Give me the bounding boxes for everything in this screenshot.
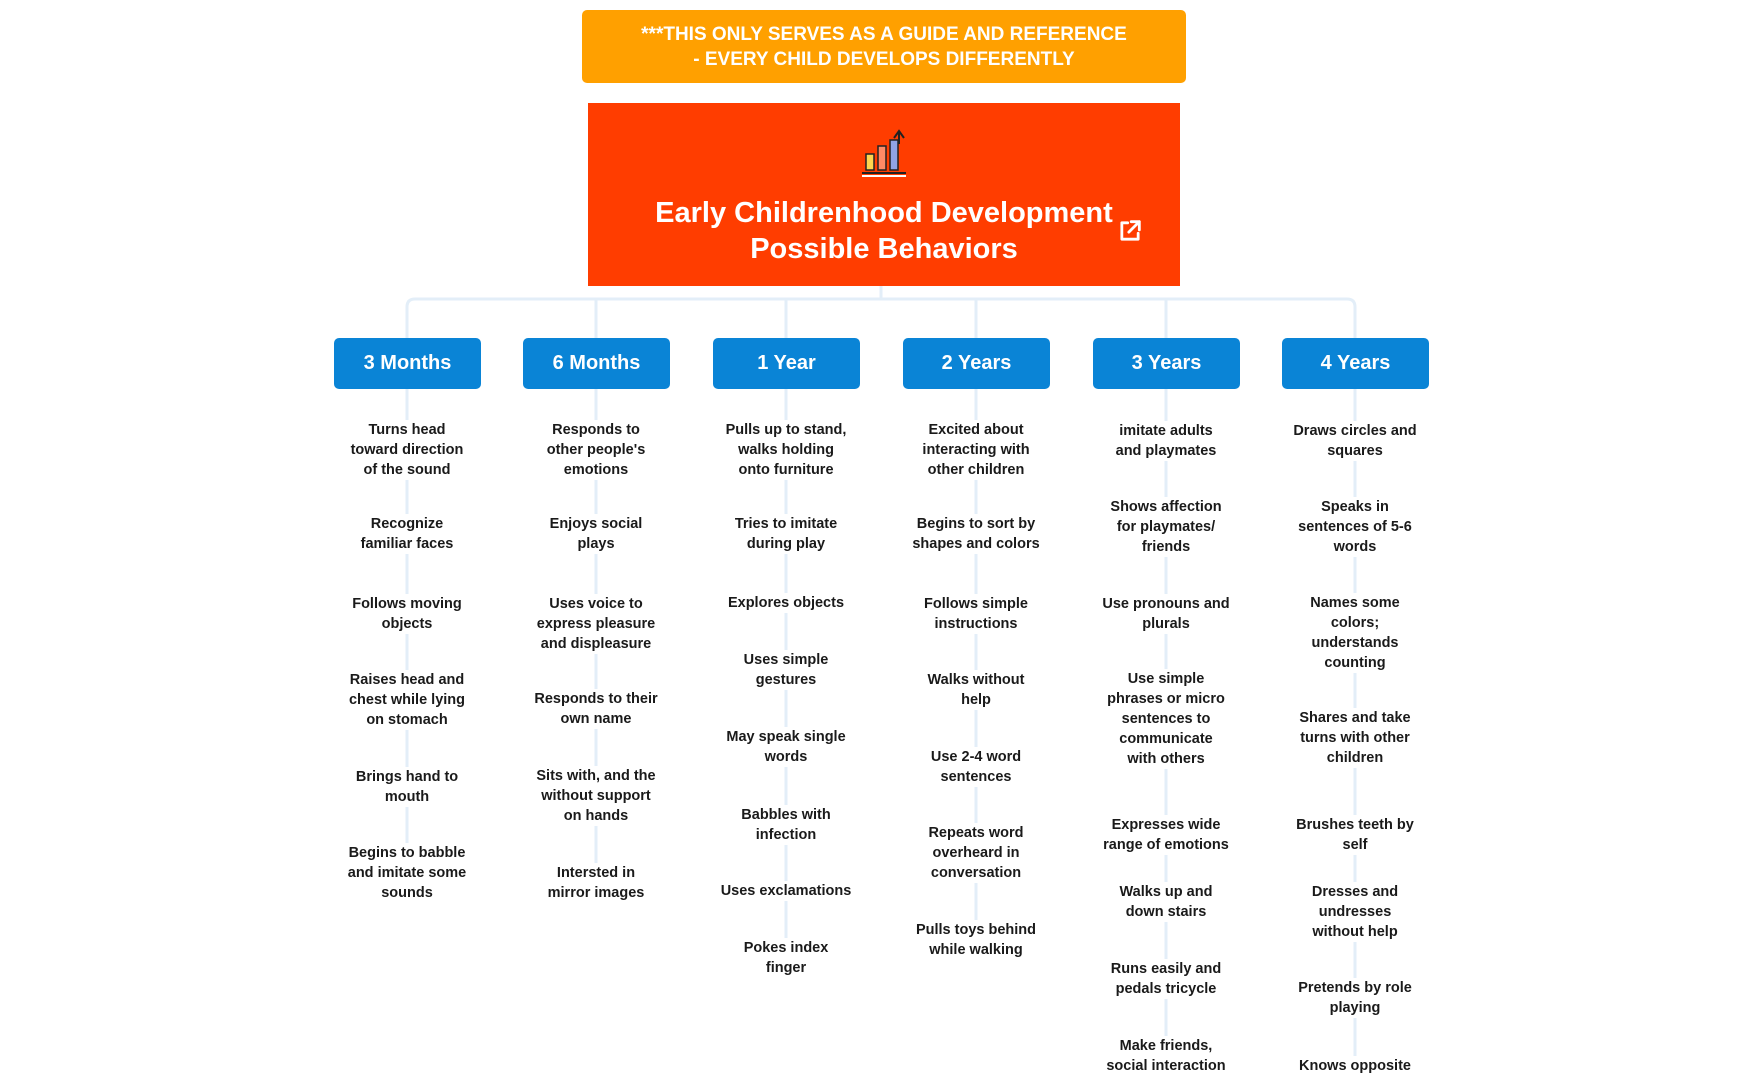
root-title-line-2: Possible Behaviors (750, 233, 1018, 265)
behavior-item[interactable]: Uses simple gestures (711, 650, 861, 690)
root-title-line-1: Early Childrenhood Development (655, 197, 1113, 229)
disclaimer-line-1: ***THIS ONLY SERVES AS A GUIDE AND REFERENCE (641, 23, 1127, 45)
behavior-item[interactable]: Pokes index finger (711, 938, 861, 978)
root-title (588, 195, 1180, 267)
behavior-item[interactable]: Pretends by role playing (1280, 978, 1430, 1018)
behavior-item[interactable]: Walks up and down stairs (1091, 882, 1241, 922)
behavior-item[interactable]: Responds to other people's emotions (521, 420, 671, 480)
behavior-item[interactable]: Follows moving objects (332, 594, 482, 634)
column-header-0[interactable]: 3 Months (334, 338, 481, 389)
behavior-item[interactable]: Walks without help (901, 670, 1051, 710)
behavior-item[interactable]: Tries to imitate during play (711, 514, 861, 554)
behavior-item[interactable]: Raises head and chest while lying on stomach (332, 670, 482, 730)
connector-bus (407, 299, 1355, 338)
behavior-item[interactable]: Begins to babble and imitate some sounds (332, 843, 482, 903)
behavior-item[interactable]: Dresses and undresses without help (1280, 882, 1430, 942)
behavior-item[interactable]: Brushes teeth by self (1280, 815, 1430, 855)
behavior-item[interactable]: Expresses wide range of emotions (1091, 815, 1241, 855)
root-topic[interactable] (588, 103, 1180, 286)
behavior-item[interactable]: Use simple phrases or micro sentences to communicate with others (1091, 669, 1241, 769)
behavior-item[interactable]: Knows opposite (1280, 1056, 1430, 1076)
behavior-item[interactable]: Intersted in mirror images (521, 863, 671, 903)
disclaimer-line-2: - EVERY CHILD DEVELOPS DIFFERENTLY (693, 48, 1075, 70)
behavior-item[interactable]: Responds to their own name (521, 689, 671, 729)
column-header-5[interactable]: 4 Years (1282, 338, 1429, 389)
column-header-2[interactable]: 1 Year (713, 338, 860, 389)
column-header-1[interactable]: 6 Months (523, 338, 670, 389)
behavior-item[interactable]: Pulls toys behind while walking (901, 920, 1051, 960)
behavior-item[interactable]: Shares and take turns with other children (1280, 708, 1430, 768)
behavior-item[interactable]: Enjoys social plays (521, 514, 671, 554)
behavior-item[interactable]: Uses voice to express pleasure and displeasure (521, 594, 671, 654)
behavior-item[interactable]: Brings hand to mouth (332, 767, 482, 807)
bar-chart-icon (859, 128, 909, 178)
behavior-item[interactable]: Uses exclamations (711, 881, 861, 901)
behavior-item[interactable]: Babbles with infection (711, 805, 861, 845)
behavior-item[interactable]: Turns head toward direction of the sound (332, 420, 482, 480)
behavior-item[interactable]: Names some colors; understands counting (1280, 593, 1430, 673)
behavior-item[interactable]: Follows simple instructions (901, 594, 1051, 634)
behavior-item[interactable]: Excited about interacting with other children (901, 420, 1051, 480)
behavior-item[interactable]: Use pronouns and plurals (1091, 594, 1241, 634)
external-link-icon[interactable] (1116, 217, 1144, 245)
behavior-item[interactable]: Explores objects (711, 593, 861, 613)
behavior-item[interactable]: Repeats word overheard in conversation (901, 823, 1051, 883)
behavior-item[interactable]: Begins to sort by shapes and colors (901, 514, 1051, 554)
behavior-item[interactable]: May speak single words (711, 727, 861, 767)
behavior-item[interactable]: Shows affection for playmates/ friends (1091, 497, 1241, 557)
behavior-item[interactable]: Speaks in sentences of 5-6 words (1280, 497, 1430, 557)
behavior-item[interactable]: Sits with, and the without support on hands (521, 766, 671, 826)
behavior-item[interactable]: imitate adults and playmates (1091, 421, 1241, 461)
behavior-item[interactable]: Pulls up to stand, walks holding onto furniture (711, 420, 861, 480)
column-header-4[interactable]: 3 Years (1093, 338, 1240, 389)
behavior-item[interactable]: Make friends, social interaction (1091, 1036, 1241, 1076)
column-header-3[interactable]: 2 Years (903, 338, 1050, 389)
behavior-item[interactable]: Use 2-4 word sentences (901, 747, 1051, 787)
behavior-item[interactable]: Runs easily and pedals tricycle (1091, 959, 1241, 999)
behavior-item[interactable]: Draws circles and squares (1280, 421, 1430, 461)
behavior-item[interactable]: Recognize familiar faces (332, 514, 482, 554)
